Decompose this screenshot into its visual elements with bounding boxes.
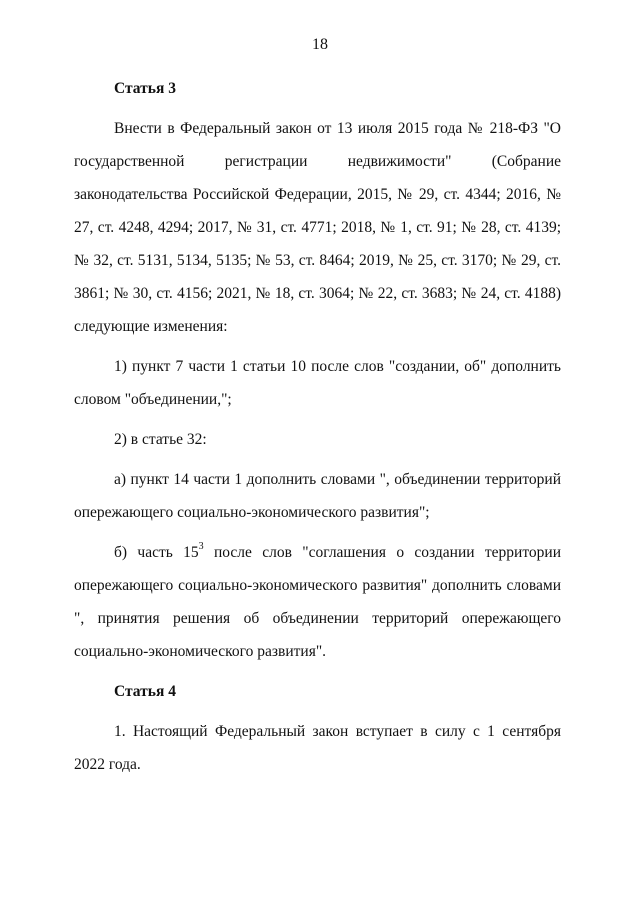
article-3-heading: Статья 3 — [114, 80, 176, 97]
article-3-intro-paragraph: Внести в Федеральный закон от 13 июля 2015 года № 218-ФЗ "О государственной регистрации недвижимости" (Собрание законодательства Российской Федерации, 2015, № 29, ст. 4344; 2016, № 27, ст. 4248, 4294; 2017, № 31, ст. 4771; 2018, № 1, ст. 91; № 28, ст. 4139; № 32, ст. 5131, 5134, 5135; № 53, ст. 8464; 2019, № 25, ст. 3170; № 29, ст. 3861; № 30, ст. 4156; 2021, № 18, ст. 3064; № 22, ст. 3683; № 24, ст. 4188) следующие изменения: — [74, 120, 561, 335]
item-2b-text-end: после слов "соглашения о создании территории опережающего социально-экономического развития" дополнить словами ", принятия решения об объединении территорий опережающего социально-экономического развития". — [74, 544, 561, 660]
page-number: 18 — [312, 36, 328, 53]
article-3-item-1: 1) пункт 7 части 1 статьи 10 после слов "создании, об" дополнить словом "объединении,"; — [74, 358, 561, 408]
document-body — [74, 72, 561, 788]
item-2b-text-start: б) часть 15 — [114, 544, 199, 561]
article-4-heading: Статья 4 — [114, 683, 176, 700]
item-2b-superscript: 3 — [198, 541, 204, 552]
article-3-item-2: 2) в статье 32: — [114, 431, 207, 448]
article-3-item-2b — [74, 536, 561, 668]
article-3-item-2a: а) пункт 14 части 1 дополнить словами ", объединении территорий опережающего социально-экономического развития"; — [74, 471, 561, 521]
article-4-item-1: 1. Настоящий Федеральный закон вступает в силу с 1 сентября 2022 года. — [74, 723, 561, 773]
